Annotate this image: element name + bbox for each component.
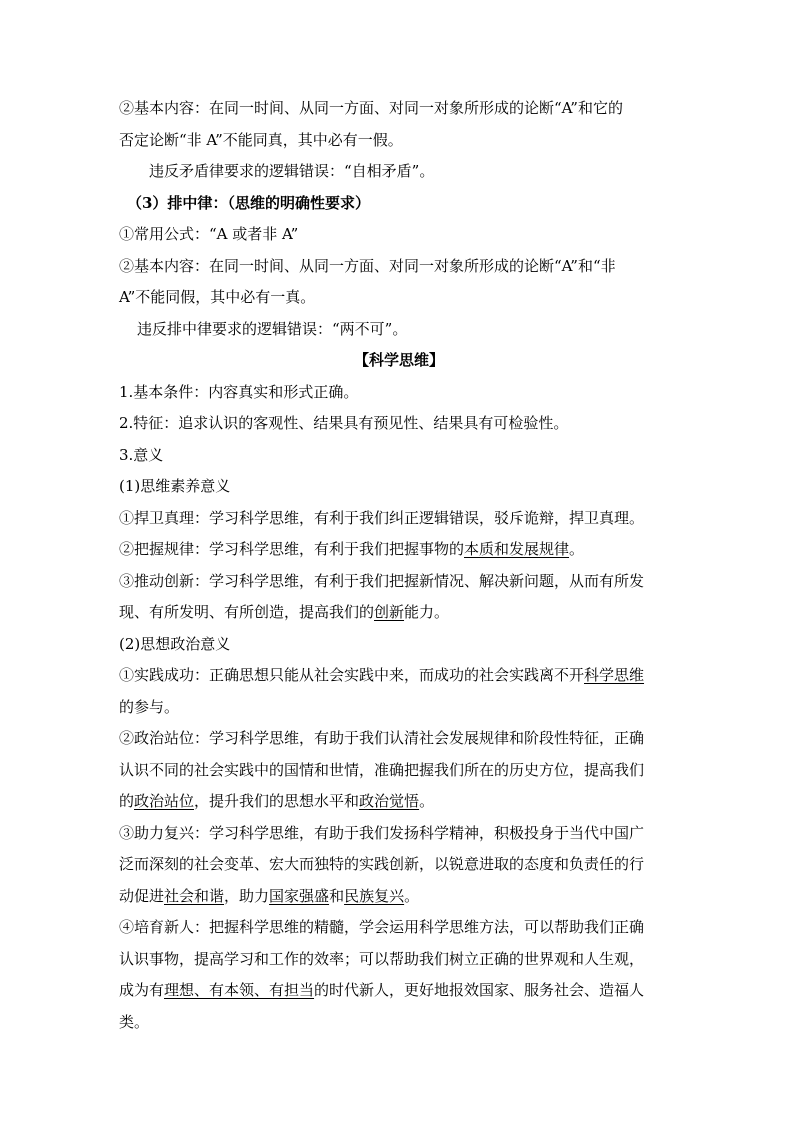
text-segment: 能力。 <box>404 603 450 621</box>
underlined-key-term: 科学思维 <box>584 666 645 684</box>
paragraph-line <box>119 660 679 692</box>
text-segment: ①常用公式：“A 或者非 A” <box>119 225 299 243</box>
document-body <box>119 93 679 1038</box>
text-segment: 违反排中律要求的逻辑错误：“两不可”。 <box>137 319 408 338</box>
underlined-key-term: 国家强盛 <box>269 886 330 905</box>
text-segment: 。 <box>569 540 585 558</box>
text-segment: ②政治站位：学习科学思维，有助于我们认清社会发展规律和阶段性特征，正确 <box>119 729 645 747</box>
text-segment: 。 <box>404 886 420 905</box>
paragraph-line <box>119 692 679 724</box>
text-segment: 3.意义 <box>119 445 164 464</box>
text-segment: 泛而深刻的社会变革、宏大而独特的实践创新，以锐意进取的态度和负责任的行 <box>119 855 645 873</box>
paragraph-line <box>119 975 679 1007</box>
text-segment: 2.特征：追求认识的客观性、结果具有预见性、结果具有可检验性。 <box>119 414 569 432</box>
text-segment: ②基本内容：在同一时间、从同一方面、对同一对象所形成的论断“A”和它的 <box>119 99 623 117</box>
paragraph-line <box>119 597 679 629</box>
text-segment: 。 <box>419 792 435 810</box>
text-segment: ②把握规律：学习科学思维，有利于我们把握事物的 <box>119 540 465 558</box>
text-segment: ④培育新人：把握科学思维的精髓，学会运用科学思维方法，可以帮助我们正确 <box>119 918 645 936</box>
paragraph-line <box>119 881 679 913</box>
text-segment: 现、有所发明、有所创造，提高我们的 <box>119 603 375 621</box>
paragraph-line <box>119 723 679 755</box>
underlined-key-term: 创新 <box>374 603 405 621</box>
paragraph-line <box>119 156 679 188</box>
text-segment: 的参与。 <box>119 697 180 716</box>
section-heading <box>119 188 679 220</box>
text-segment: ③助力复兴：学习科学思维，有助于我们发扬科学精神，积极投身于当代中国广 <box>119 823 645 842</box>
underlined-key-term: 理想、有本领、有担当 <box>164 981 315 999</box>
paragraph-line <box>119 849 679 881</box>
paragraph-line <box>119 408 679 440</box>
paragraph-line <box>119 125 679 157</box>
paragraph-line <box>119 1007 679 1039</box>
text-segment: 的时代新人，更好地报效国家、服务社会、造福人 <box>314 981 645 999</box>
paragraph-line <box>119 755 679 787</box>
paragraph-line <box>119 93 679 125</box>
underlined-key-term: 政治觉悟 <box>359 792 420 810</box>
paragraph-line <box>119 282 679 314</box>
text-segment: 否定论断“非 A”不能同真，其中必有一假。 <box>119 130 403 149</box>
text-segment: ②基本内容：在同一时间、从同一方面、对同一对象所形成的论断“A”和“非 <box>119 256 616 275</box>
text-segment: 和 <box>329 886 345 905</box>
paragraph-line <box>119 440 679 472</box>
paragraph-line <box>119 912 679 944</box>
paragraph-line <box>119 219 679 251</box>
text-segment: （3）排中律：（思维的明确性要求） <box>127 193 370 212</box>
underlined-key-term: 社会和谐 <box>164 886 225 905</box>
text-segment: 动促进 <box>119 886 165 905</box>
text-segment: ，助力 <box>224 886 270 905</box>
underlined-key-term: 本质和发展规律 <box>464 540 570 558</box>
paragraph-line <box>119 786 679 818</box>
text-segment: ①捍卫真理：学习科学思维，有利于我们纠正逻辑错误，驳斥诡辩，捍卫真理。 <box>119 508 645 527</box>
underlined-key-term: 民族复兴 <box>344 886 405 905</box>
paragraph-line <box>119 944 679 976</box>
text-segment: 成为有 <box>119 981 165 999</box>
paragraph-line <box>119 503 679 535</box>
paragraph-line <box>119 251 679 283</box>
text-segment: A”不能同假，其中必有一真。 <box>119 288 316 306</box>
text-segment: 的 <box>119 792 135 810</box>
section-title <box>119 345 679 377</box>
paragraph-line <box>119 471 679 503</box>
text-segment: 认识事物，提高学习和工作的效率；可以帮助我们树立正确的世界观和人生观， <box>119 949 645 968</box>
text-segment: 违反矛盾律要求的逻辑错误：“自相矛盾”。 <box>149 162 435 180</box>
text-segment: 类。 <box>119 1012 150 1031</box>
text-segment: ，提升我们的思想水平和 <box>194 792 360 810</box>
text-segment: (2)思想政治意义 <box>119 634 231 653</box>
paragraph-line <box>119 629 679 661</box>
paragraph-line <box>119 818 679 850</box>
text-segment: ③推动创新：学习科学思维，有利于我们把握新情况、解决新问题，从而有所发 <box>119 571 645 590</box>
text-segment: 认识不同的社会实践中的国情和世情，准确把握我们所在的历史方位，提高我们 <box>119 760 645 779</box>
text-segment: 【科学思维】 <box>353 351 444 369</box>
paragraph-line <box>119 566 679 598</box>
paragraph-line <box>119 534 679 566</box>
text-segment: 1.基本条件：内容真实和形式正确。 <box>119 382 359 401</box>
paragraph-line <box>119 377 679 409</box>
paragraph-line <box>119 314 679 346</box>
underlined-key-term: 政治站位 <box>134 792 195 810</box>
text-segment: (1)思维素养意义 <box>119 477 231 495</box>
text-segment: ①实践成功：正确思想只能从社会实践中来，而成功的社会实践离不开 <box>119 666 585 684</box>
